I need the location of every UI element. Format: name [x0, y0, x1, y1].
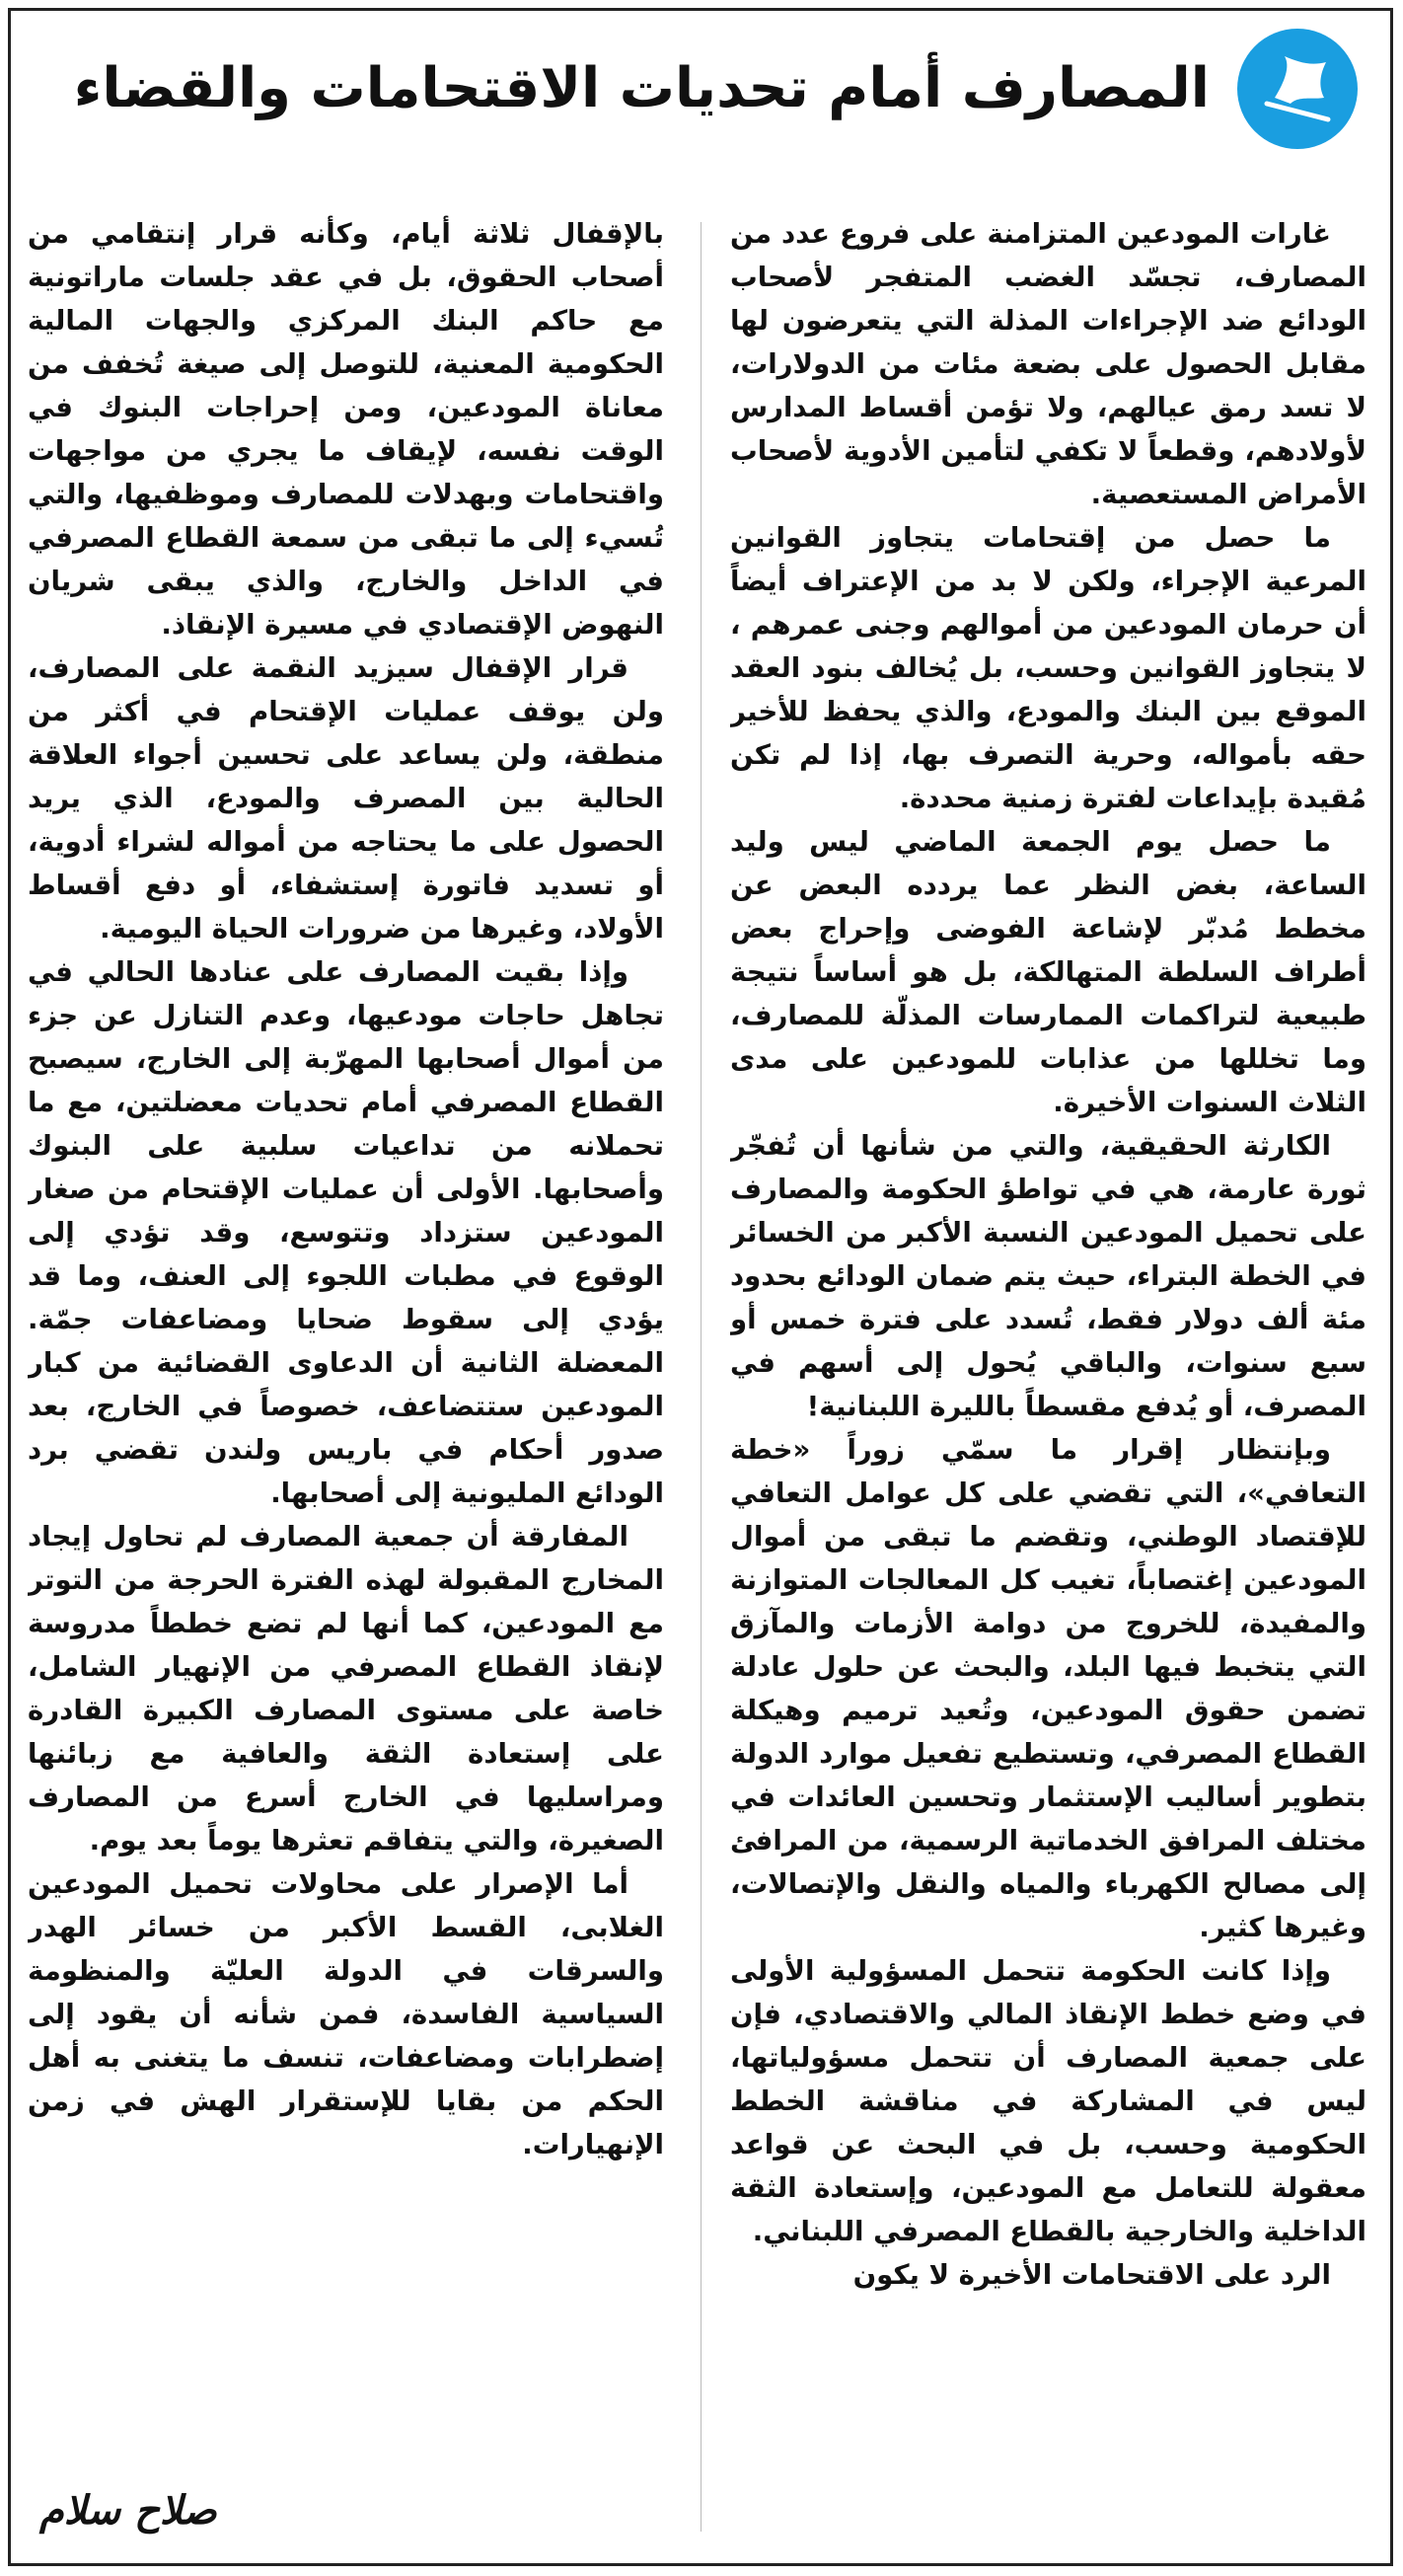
article-title: المصارف أمام تحديات الاقتحامات والقضاء	[73, 56, 1210, 120]
paragraph: ما حصل يوم الجمعة الماضي ليس وليد الساعة، بغض النظر عما يردده البعض عن مخطط مُدبّر لإشاعة الفوضى وإحراج بعض أطراف السلطة المتهالكة، بل هو أساساً نتيجة طبيعية لتراكمات الممارسات المذلّة للمصارف، وما تخللها من عذابات للمودعين على مدى الثلاث السنوات الأخيرة.	[730, 825, 1366, 1118]
paragraph: قرار الإقفال سيزيد النقمة على المصارف، ولن يوقف عمليات الإقتحام في أكثر من منطقة، ولن يساعد على تحسين أجواء العلاقة الحالية بين المصرف والمودع، الذي يريد الحصول على ما يحتاجه من أمواله لشراء أدوية، أو تسديد فاتورة إستشفاء، أو دفع أقساط الأولاد، وغيرها من ضرورات الحياة اليومية.	[28, 651, 664, 945]
paragraph: وإذا كانت الحكومة تتحمل المسؤولية الأولى في وضع خطط الإنقاذ المالي والاقتصادي، فإن على جمعية المصارف أن تتحمل مسؤولياتها، ليس في المشاركة في مناقشة الخطط الحكومية وحسب، بل في البحث عن قواعد معقولة للتعامل مع المودعين، وإستعادة الثقة الداخلية والخارجية بالقطاع المصرفي اللبناني.	[730, 1954, 1366, 2247]
column-divider	[701, 222, 702, 2532]
paragraph: غارات المودعين المتزامنة على فروع عدد من المصارف، تجسّد الغضب المتفجر لأصحاب الودائع ضد الإجراءات المذلة التي يتعرضون لها مقابل الحصول على بضعة مئات من الدولارات، لا تسد رمق عيالهم، ولا تؤمن أقساط المدارس لأولادهم، وقطعاً لا تكفي لتأمين الأدوية لأصحاب الأمراض المستعصية.	[730, 217, 1366, 510]
paragraph: الكارثة الحقيقية، والتي من شأنها أن تُفجّر ثورة عارمة، هي في تواطؤ الحكومة والمصارف على تحميل المودعين النسبة الأكبر من الخسائر في الخطة البتراء، حيث يتم ضمان الودائع بحدود مئة ألف دولار فقط، تُسدد على فترة خمس أو سبع سنوات، والباقي يُحول إلى أسهم في المصرف، أو يُدفع مقسطاً بالليرة اللبنانية!	[730, 1129, 1366, 1422]
paragraph: الرد على الاقتحامات الأخيرة لا يكون	[852, 2258, 1331, 2291]
white-flag-icon-graphic	[1255, 46, 1340, 131]
paragraph: بالإقفال ثلاثة أيام، وكأنه قرار إنتقامي من أصحاب الحقوق، بل في عقد جلسات ماراتونية مع حاكم البنك المركزي والجهات المالية الحكومية المعنية، للتوصل إلى صيغة تُخفف من معاناة المودعين، ومن إحراجات البنوك في الوقت نفسه، لإيقاف ما يجري من مواجهات واقتحامات وبهدلات للمصارف وموظفيها، والتي تُسيء إلى ما تبقى من سمعة القطاع المصرفي في الداخل والخارج، والذي يبقى شريان النهوض الإقتصادي في مسيرة الإنقاذ.	[28, 217, 664, 641]
article-header	[20, 20, 1364, 158]
author-signature: صلاح سلام	[39, 2487, 217, 2534]
paragraph: أما الإصرار على محاولات تحميل المودعين الغلابى، القسط الأكبر من خسائر الهدر والسرقات في الدولة العليّة والمنظومة السياسية الفاسدة، فمن شأنه أن يقود إلى إضطرابات ومضاعفات، تنسف ما يتغنى به أهل الحكم من بقايا للإستقرار الهش في زمن الإنهيارات.	[28, 1867, 664, 2160]
paragraph: ما حصل من إقتحامات يتجاوز القوانين المرعية الإجراء، ولكن لا بد من الإعتراف أيضاً أن حرمان المودعين من أموالهم وجنى عمرهم ، لا يتجاوز القوانين وحسب، بل يُخالف بنود العقد الموقع بين البنك والمودع، والذي يحفظ للأخير حقه بأمواله، وحرية التصرف بها، إذا لم تكن مُقيدة بإيداعات لفترة زمنية محددة.	[730, 521, 1366, 814]
article-column-right	[730, 212, 1366, 2551]
paragraph: وإذا بقيت المصارف على عنادها الحالي في تجاهل حاجات مودعيها، وعدم التنازل عن جزء من أموال أصحابها المهرّبة إلى الخارج، سيصبح القطاع المصرفي أمام تحديات معضلتين، مع ما تحملانه من تداعيات سلبية على البنوك وأصحابها. الأولى أن عمليات الإقتحام من صغار المودعين ستزداد وتتوسع، وقد تؤدي إلى الوقوع في مطبات اللجوء إلى العنف، وما قد يؤدي إلى سقوط ضحايا ومضاعفات جمّة. المعضلة الثانية أن الدعاوى القضائية من كبار المودعين ستتضاعف، خصوصاً في الخارج، بعد صدور أحكام في باريس ولندن تقضي برد الودائع المليونية إلى أصحابها.	[28, 955, 664, 1509]
paragraph: المفارقة أن جمعية المصارف لم تحاول إيجاد المخارج المقبولة لهذه الفترة الحرجة من التوتر مع المودعين، كما أنها لم تضع خططاً مدروسة لإنقاذ القطاع المصرفي من الإنهيار الشامل، خاصة على مستوى المصارف الكبيرة القادرة على إستعادة الثقة والعافية مع زبائنها ومراسليها في الخارج أسرع من المصارف الصغيرة، والتي يتفاقم تعثرها يوماً بعد يوم.	[28, 1520, 664, 1856]
paragraph: وبإنتظار إقرار ما سمّي زوراً «خطة التعافي»، التي تقضي على كل عوامل التعافي للإقتصاد الوطني، وتقضم ما تبقى من أموال المودعين إغتصاباً، تغيب كل المعالجات المتوازنة والمفيدة، للخروج من دوامة الأزمات والمآزق التي يتخبط فيها البلد، والبحث عن حلول عادلة تضمن حقوق المودعين، وتُعيد ترميم وهيكلة القطاع المصرفي، وتستطيع تفعيل موارد الدولة بتطوير أساليب الإستثمار وتحسين العائدات في مختلف المرافق الخدماتية الرسمية، من المرافئ إلى مصالح الكهرباء والمياه والنقل والإتصالات، وغيرها كثير.	[730, 1433, 1366, 1943]
white-flag-icon	[1237, 29, 1358, 149]
article-column-left	[28, 212, 664, 2453]
